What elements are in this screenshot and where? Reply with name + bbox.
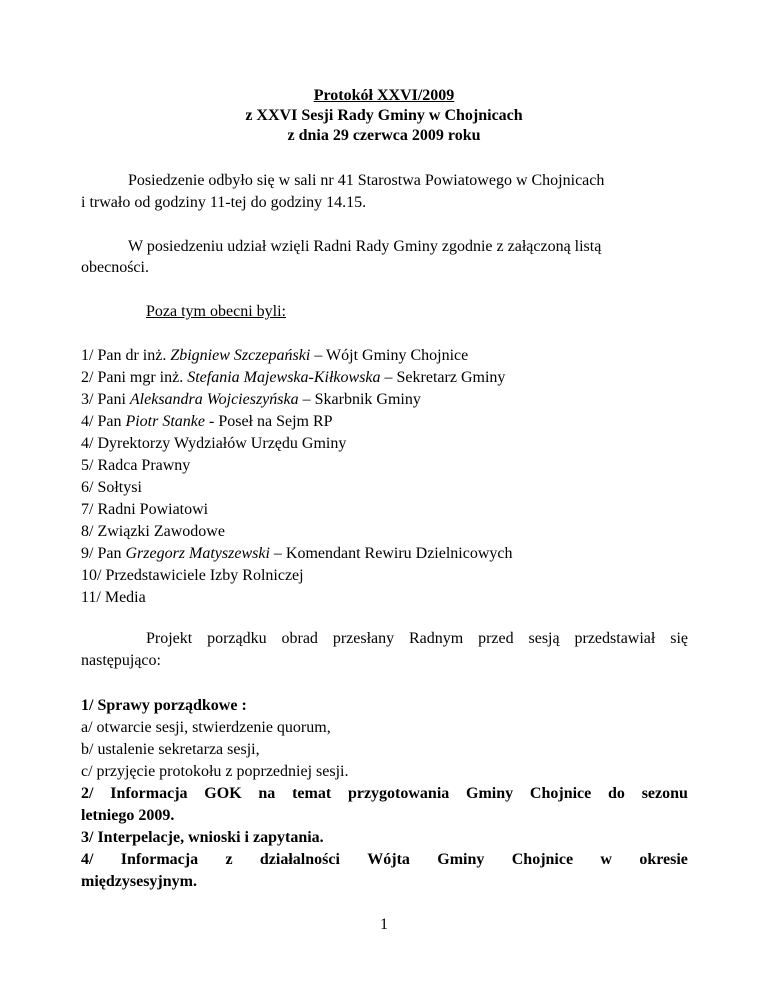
word: się <box>670 630 688 647</box>
present-heading: Poza tym obecni byli: <box>146 303 286 320</box>
attendee-prefix: 1/ Pan dr inż. <box>81 347 171 364</box>
attendee-role: – Komendant Rewiru Dzielnicowych <box>269 545 513 562</box>
agenda-item-1b: b/ ustalenie sekretarza sesji, <box>81 741 260 758</box>
word: Projekt <box>146 630 193 647</box>
attendee-item <box>81 478 142 498</box>
agenda-item-2-line-1 <box>81 784 688 804</box>
page-number: 1 <box>380 916 388 933</box>
agenda-item-1c: c/ przyjęcie protokołu z poprzedniej sesji. <box>81 763 349 780</box>
attendee-name: Zbigniew Szczepański <box>170 347 311 364</box>
word: Informacja <box>120 851 199 868</box>
word: Wójta <box>367 851 410 868</box>
attendee-prefix: 8/ Związki Zawodowe <box>81 523 225 540</box>
word: na <box>258 785 276 802</box>
agenda-intro-line-1 <box>146 629 688 649</box>
attendee-prefix: 4/ Pan <box>81 413 126 430</box>
paragraph-1-line-2: i trwało od godziny 11-tej do godziny 14.15. <box>81 194 367 211</box>
agenda-item-3: 3/ Interpelacje, wnioski i zapytania. <box>81 829 324 846</box>
word: z <box>225 851 233 868</box>
word: obrad <box>281 630 318 647</box>
word: działalności <box>259 851 340 868</box>
attendee-prefix: 9/ Pan <box>81 545 126 562</box>
attendee-prefix: 2/ Pani mgr inż. <box>81 369 188 386</box>
attendee-role: - Poseł na Sejm RP <box>205 413 333 430</box>
agenda-item-2-line-2: letniego 2009. <box>81 807 175 824</box>
attendee-name: Grzegorz Matyszewski <box>125 545 270 562</box>
attendee-prefix: 10/ Przedstawiciele Izby Rolniczej <box>81 567 304 584</box>
word: do <box>608 785 625 802</box>
word: 2/ <box>81 785 94 802</box>
paragraph-2-line-1: W posiedzeniu udział wzięli Radni Rady Gminy zgodnie z załączoną listą <box>128 238 602 255</box>
attendee-prefix: 5/ Radca Prawny <box>81 457 191 474</box>
word: temat <box>292 785 332 802</box>
attendee-item <box>81 390 421 410</box>
attendee-role: – Sekretarz Gminy <box>380 369 506 386</box>
word: Gminy <box>437 851 485 868</box>
document-title: Protokół XXVI/2009 <box>313 87 455 104</box>
word: okresie <box>639 851 688 868</box>
word: Informacja <box>110 785 188 802</box>
word: w <box>600 851 612 868</box>
word: przesłany <box>332 630 395 647</box>
paragraph-2-line-2: obecności. <box>81 259 149 276</box>
document-subtitle: z XXVI Sesji Rady Gminy w Chojnicach <box>245 107 523 124</box>
attendee-item <box>81 566 304 586</box>
attendee-item <box>81 588 146 608</box>
attendee-name: Stefania Majewska-Kiłkowska <box>187 369 381 386</box>
attendee-prefix: 3/ Pani <box>81 391 130 408</box>
word: Chojnice <box>511 851 574 868</box>
attendee-prefix: 11/ Media <box>81 589 146 606</box>
attendee-item <box>81 434 346 454</box>
word: porządku <box>207 630 267 647</box>
word: Radnym <box>409 630 464 647</box>
attendee-role: – Skarbnik Gminy <box>298 391 421 408</box>
attendee-item <box>81 368 505 388</box>
attendee-name: Aleksandra Wojcieszyńska <box>129 391 299 408</box>
word: przygotowania <box>347 785 450 802</box>
document-date: z dnia 29 czerwca 2009 roku <box>287 127 481 144</box>
attendee-item <box>81 412 333 432</box>
word: 4/ <box>81 851 94 868</box>
attendee-prefix: 4/ Dyrektorzy Wydziałów Urzędu Gminy <box>81 435 347 452</box>
word: sezonu <box>641 785 688 802</box>
word: przed <box>478 630 514 647</box>
word: Gminy <box>466 785 514 802</box>
agenda-intro-line-2: następująco: <box>81 652 161 669</box>
paragraph-1-line-1: Posiedzenie odbyło się w sali nr 41 Starostwa Powiatowego w Chojnicach <box>128 172 605 189</box>
word: sesją <box>528 630 560 647</box>
agenda-item-4-line-1 <box>81 850 688 870</box>
agenda-item-1: 1/ Sprawy porządkowe : <box>81 697 247 714</box>
agenda-item-4-line-2: międzysesyjnym. <box>81 873 197 890</box>
attendee-item <box>81 346 468 366</box>
attendee-prefix: 6/ Sołtysi <box>81 479 142 496</box>
word: GOK <box>204 785 242 802</box>
attendee-item <box>81 456 190 476</box>
word: Chojnice <box>529 785 592 802</box>
attendee-prefix: 7/ Radni Powiatowi <box>81 501 209 518</box>
attendee-item <box>81 522 225 542</box>
attendee-name: Piotr Stanke <box>125 413 205 430</box>
attendee-item <box>81 544 513 564</box>
agenda-item-1a: a/ otwarcie sesji, stwierdzenie quorum, <box>81 719 331 736</box>
attendee-role: – Wójt Gminy Chojnice <box>310 347 469 364</box>
attendee-item <box>81 500 208 520</box>
word: przedstawiał <box>574 630 656 647</box>
